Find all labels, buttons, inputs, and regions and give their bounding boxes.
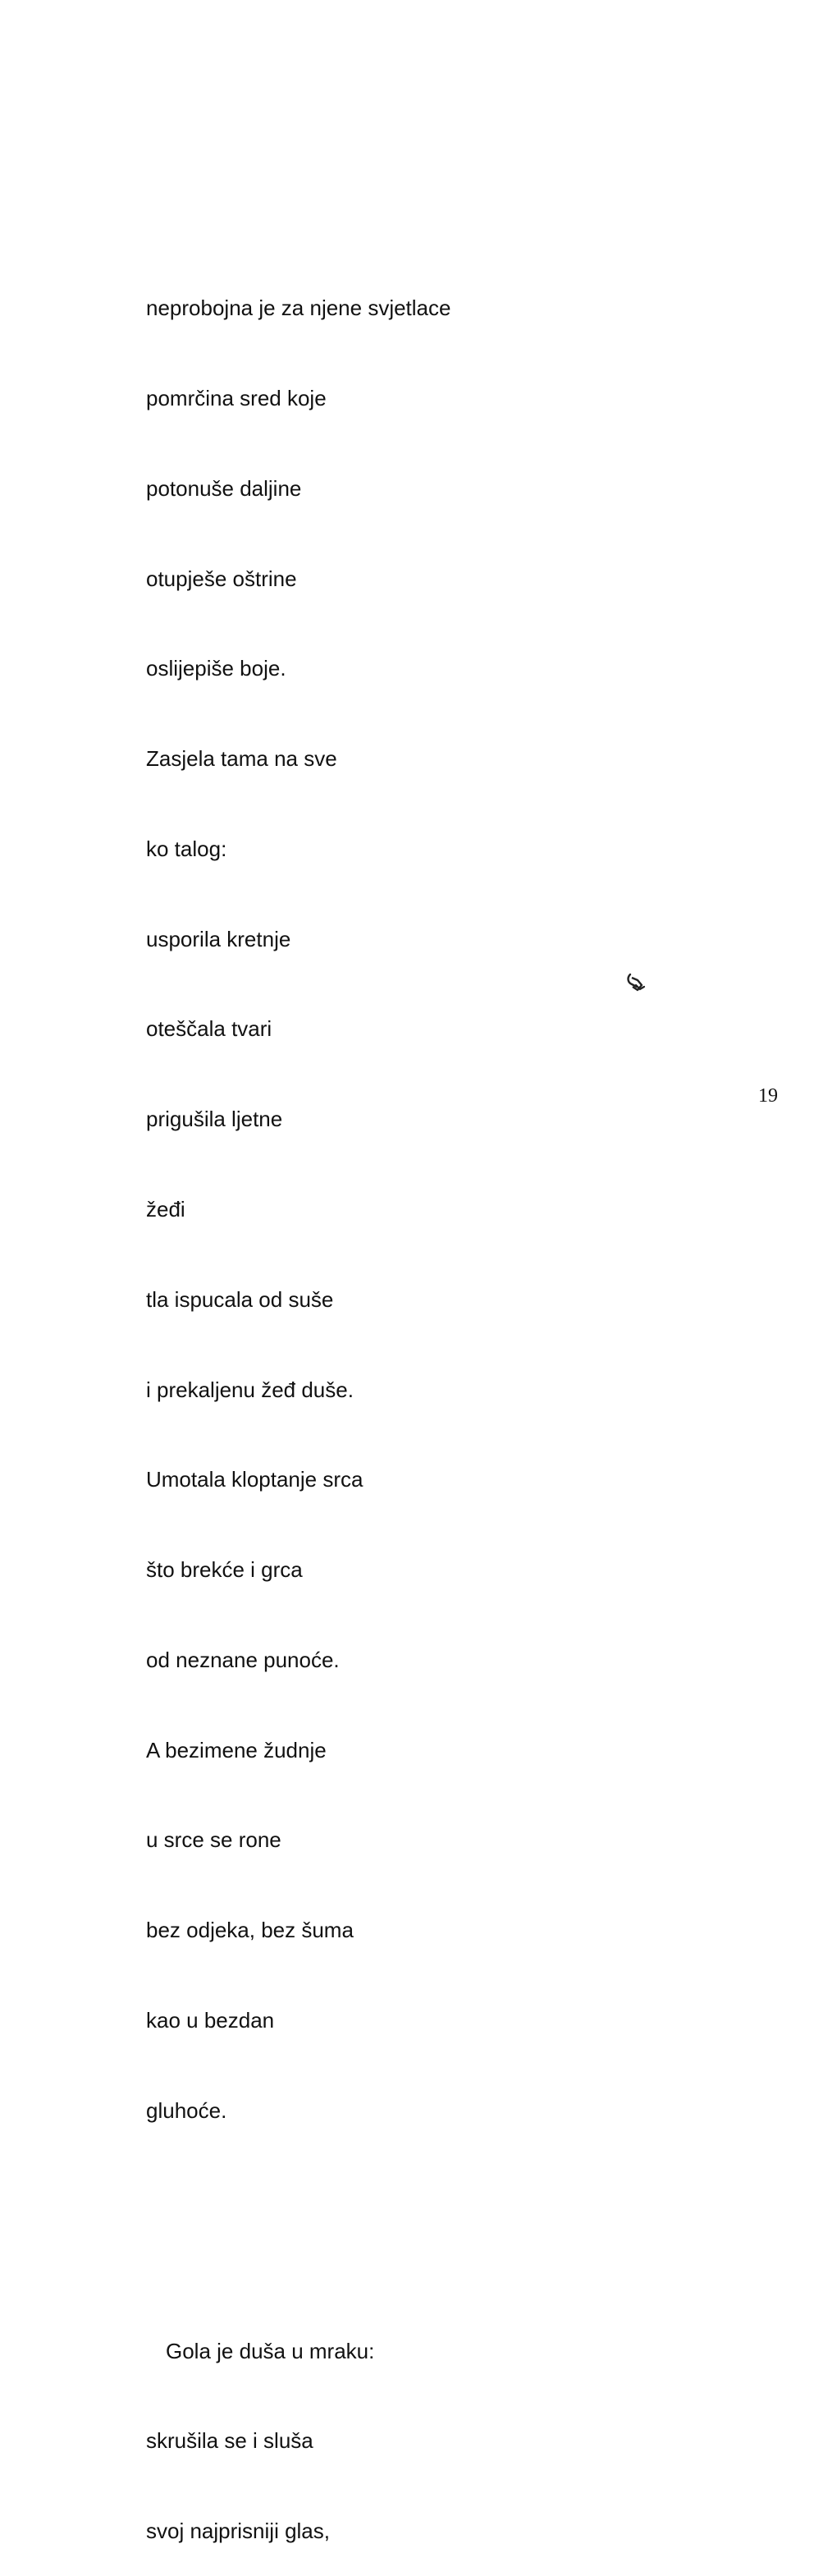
poem-line: u srce se rone	[146, 1827, 281, 1853]
poem-line: A bezimene žudnje	[146, 1737, 327, 1762]
poem-line: svoj najprisniji glas,	[146, 2519, 330, 2544]
poem-line: kao u bezdan	[146, 2008, 275, 2033]
poem-line: od neznane punoće.	[146, 1647, 340, 1672]
poem-line: prigušila ljetne	[146, 1107, 283, 1132]
poem-line: otupješe oštrine	[146, 566, 297, 591]
stanza-break	[146, 2216, 450, 2246]
poem-line: usporila kretnje	[146, 926, 291, 951]
poem-line: Zasjela tama na sve	[146, 746, 337, 772]
poem-line: i prekaljenu žeđ duše.	[146, 1377, 354, 1402]
poem-line: Gola je duša u mraku:	[166, 2338, 375, 2363]
poem-line: bez odjeka, bez šuma	[146, 1918, 354, 1943]
poem-line: Umotala kloptanje srca	[146, 1467, 364, 1492]
page-turn-arrow-icon	[624, 970, 648, 995]
poem-line: oteščala tvari	[146, 1016, 272, 1042]
poem-line: gluhoće.	[146, 2097, 227, 2123]
poem-line: žeđi	[146, 1197, 185, 1222]
poem-line: tla ispucala od suše	[146, 1286, 334, 1312]
poem-line: što brekće i grca	[146, 1557, 303, 1583]
poem-line: oslijepiše boje.	[146, 656, 286, 681]
poem-line: ko talog:	[146, 836, 227, 861]
poem-text	[146, 233, 450, 2576]
poem-line: neprobojna je za njene svjetlace	[146, 296, 451, 321]
poem-line: pomrčina sred koje	[146, 385, 327, 410]
poem-line: skrušila se i sluša	[146, 2428, 313, 2454]
page-number: 19	[758, 1085, 778, 1107]
poem-line: potonuše daljine	[146, 475, 302, 501]
